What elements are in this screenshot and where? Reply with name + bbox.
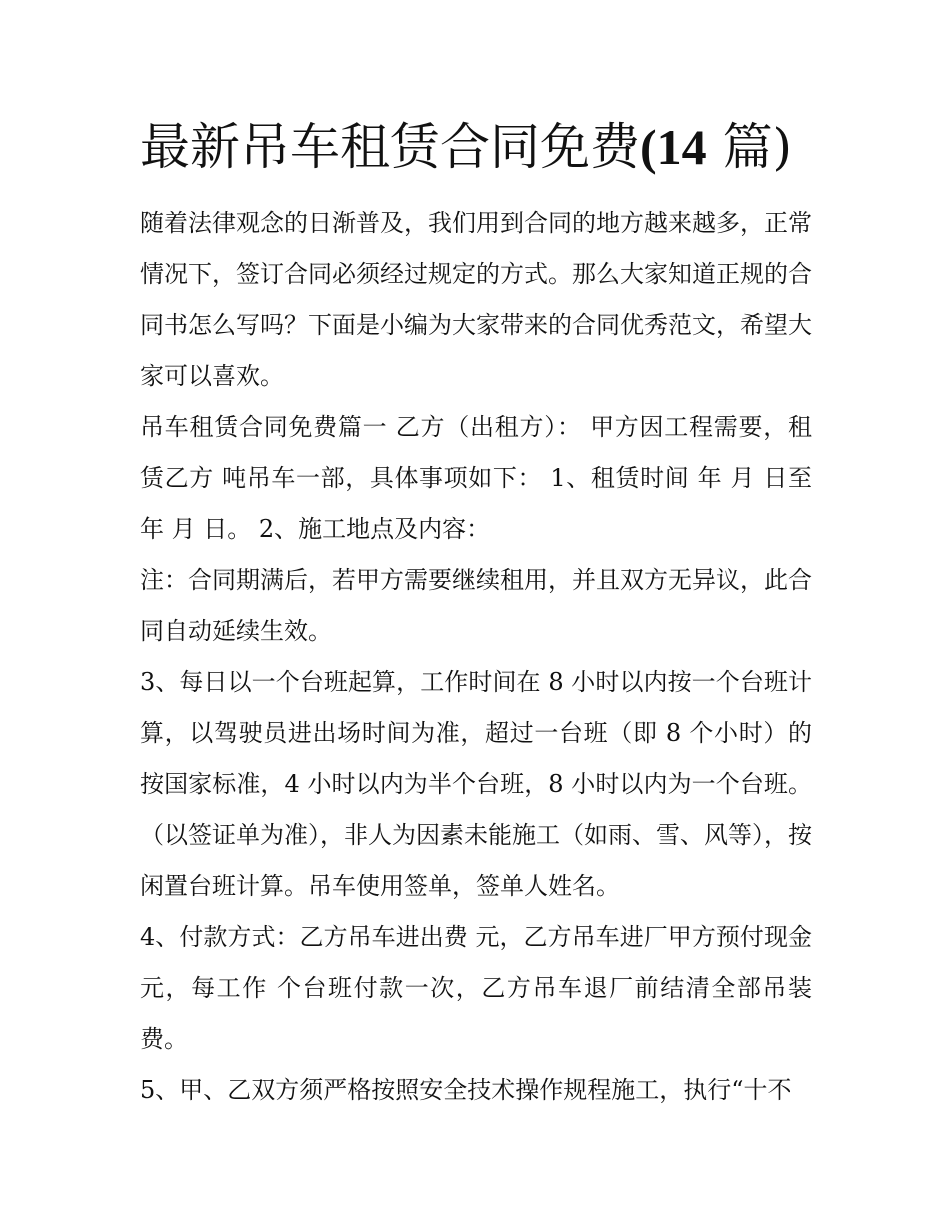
title-main: 最新吊车租赁合同免费 [140,118,640,176]
title-count: (14 [640,119,707,175]
paragraph-clause-5: 5、甲、乙双方须严格按照安全技术操作规程施工，执行“十不 [140,1076,792,1104]
paragraph-clause-3: 3、每日以一个台班起算，工作时间在 8 小时以内按一个台班计算，以驾驶员进出场时间为准，超过一台班（即 8 个小时）的按国家标准，4 小时以内为半个台班，8 小时以内为一个台班。（以签证单为准），非人为因素未能施工（如雨、雪、风等），按闲置台班计算。吊车使用签单，签单人姓名。 [140,668,812,900]
paragraph-note: 注：合同期满后，若甲方需要继续租用，并且双方无异议，此合同自动延续生效。 [140,566,812,645]
paragraph-intro: 随着法律观念的日渐普及，我们用到合同的地方越来越多，正常情况下，签订合同必须经过规定的方式。那么大家知道正规的合同书怎么写吗？下面是小编为大家带来的合同优秀范文，希望大家可以喜欢。 [140,209,812,390]
paragraph-clause-4: 4、付款方式：乙方吊车进出费 元，乙方吊车进厂甲方预付现金 元，每工作 个台班付款一次，乙方吊车退厂前结清全部吊装费。 [140,923,812,1053]
document-body [140,198,812,1116]
title-suffix: 篇) [722,118,793,176]
document-title [140,112,820,182]
paragraph-article-1: 吊车租赁合同免费篇一 乙方（出租方）： 甲方因工程需要，租赁乙方 吨吊车一部，具体事项如下： 1、租赁时间 年 月 日至 年 月 日。 2、施工地点及内容： [140,413,812,543]
